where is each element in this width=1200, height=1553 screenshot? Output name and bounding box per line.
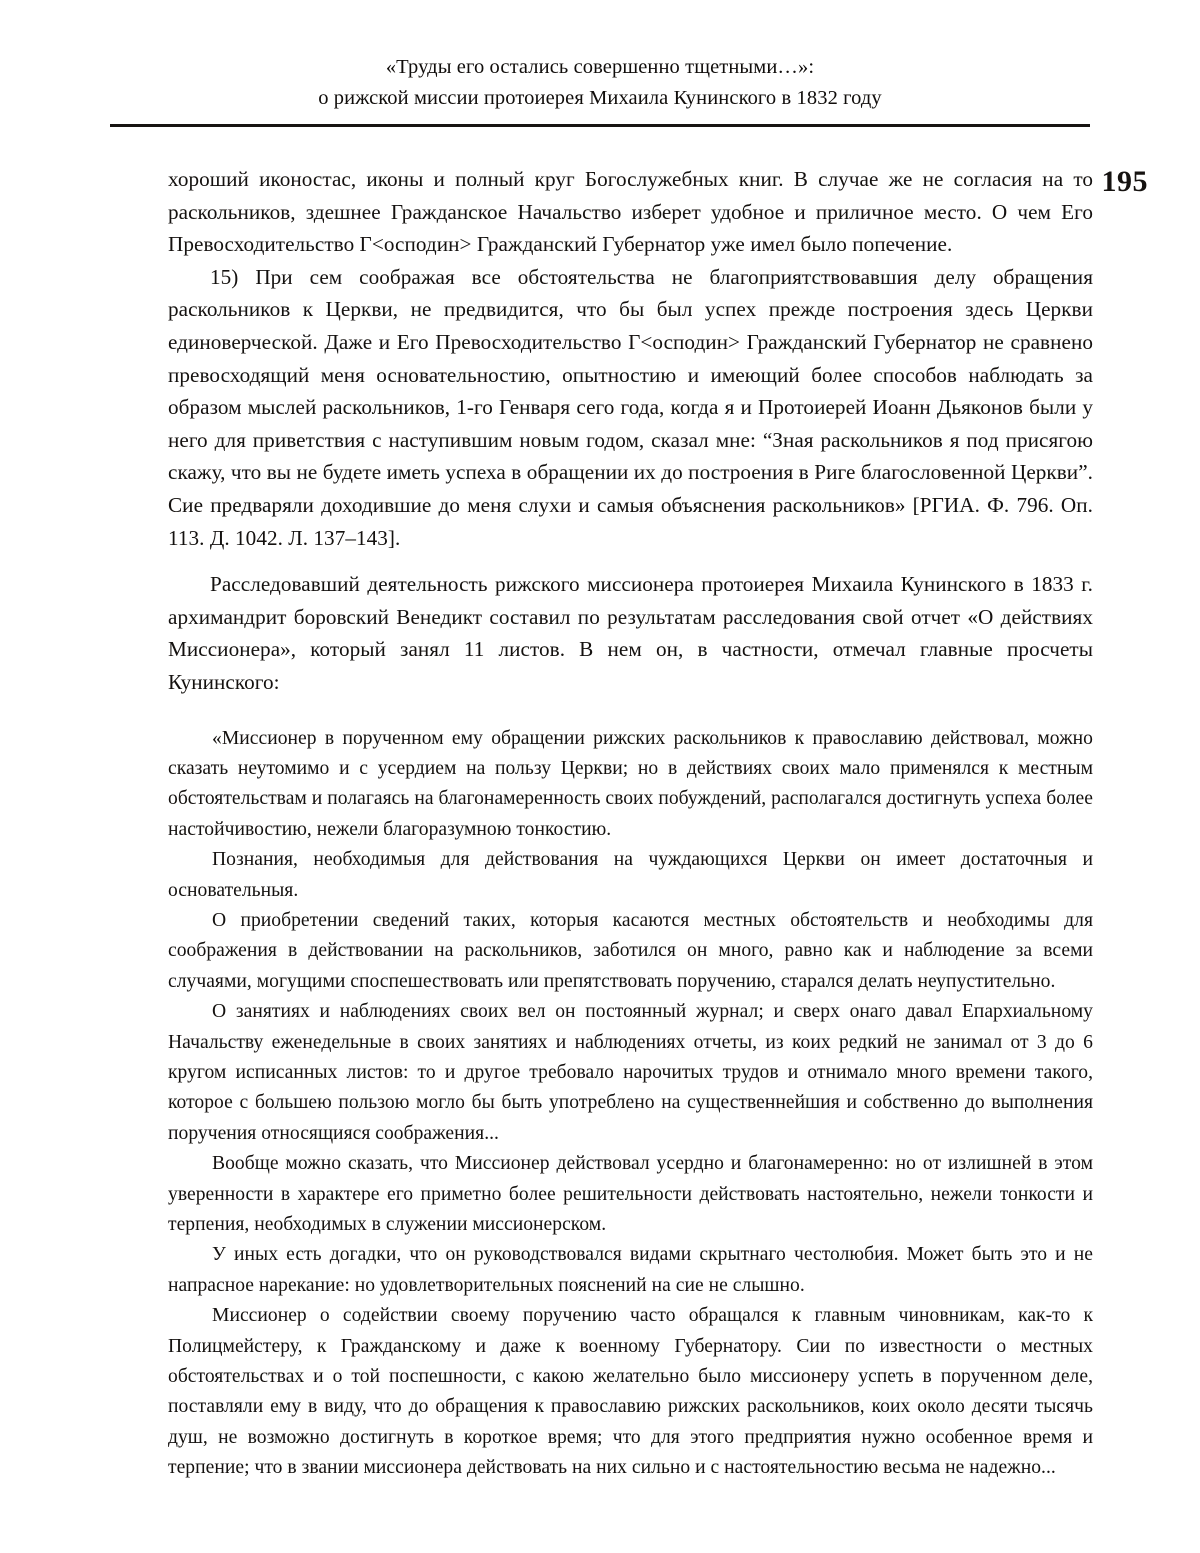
quote-paragraph-5: Вообще можно сказать, что Миссионер действовал усердно и благонамеренно: но от излишней в этом уверенности в характере его приметно более решительности действовать настоятельно, нежели тонкости и терпения, необходимых в служении миссионерском. [168, 1153, 1093, 1235]
quote-paragraph-4: О занятиях и наблюдениях своих вел он постоянный журнал; и сверх онаго давал Епархиальному Начальству еженедельные в своих занятиях и наблюдениях отчеты, из коих редкий не занимал от 3 до 6 кругом исписанных листов: то и другое требовало нарочитых трудов и отнимало много времени такого, которое с большею пользою могло бы быть употреблено на существеннейшия и собственно до выполнения поручения относящияся соображения... [168, 1001, 1093, 1144]
running-head [110, 52, 1090, 114]
quote-paragraph-6: У иных есть догадки, что он руководствовался видами скрытнаго честолюбия. Может быть это и не напрасное нарекание: но удовлетворительных пояснений на сие не слышно. [168, 1244, 1093, 1296]
running-head-line-2: о рижской миссии протоиерея Михаила Кунинского в 1832 году [318, 87, 882, 109]
page-number: 195 [1101, 165, 1148, 198]
paragraph-investigation: Расследовавший деятельность рижского миссионера протоиерея Михаила Кунинского в 1833 г. архимандрит боровский Венедикт составил по результатам расследования свой отчет «О действиях Миссионера», который занял 11 листов. В нем он, в частности, отмечал главные просчеты Кунинского: [168, 572, 1093, 694]
running-head-line-1: «Труды его остались совершенно тщетными…»: [385, 56, 815, 78]
quote-paragraph-7: Миссионер о содействии своему поручению часто обращался к главным чиновникам, как-то к Полицмейстеру, к Гражданскому и даже к военному Губернатору. Сии по известности о местных обстоятельствах и о той поспешности, с какою желательно было миссионеру успеть в порученном деле, поставляли ему в виду, что до обращения к православию рижских раскольников, коих около десяти тысячь душ, не возможно достигнуть в короткое время; что для этого предприятия нужно особенное время и терпение; что в звании миссионера действовать на них сильно и с настоятельностию весьма не надежно... [168, 1305, 1093, 1479]
quote-paragraph-2: Познания, необходимыя для действования на чуждающихся Церкви он имеет достаточныя и основательныя. [168, 849, 1093, 901]
block-quote [168, 724, 1093, 1484]
quote-paragraph-1: «Миссионер в порученном ему обращении рижских раскольников к православию действовал, можно сказать неутомимо и с усердием на пользу Церкви; но в действиях своих мало применялся к местным обстоятельствам и полагаясь на благонамеренность своих побуждений, располагался достигнуть успеха более настойчивостию, нежели благоразумною тонкостию. [168, 727, 1093, 840]
text-column [168, 163, 1093, 1484]
quote-paragraph-3: О приобретении сведений таких, которыя касаются местных обстоятельств и необходимы для соображения в действовании на раскольников, заботился он много, равно как и наблюдение за всеми случаями, могущими споспешествовать или препятствовать поручению, старался делать неупустительно. [168, 909, 1093, 992]
paragraph-continued: хороший иконостас, иконы и полный круг Богослужебных книг. В случае же не согласия на то раскольников, здешнее Гражданское Начальство изберет удобное и приличное место. О чем Его Превосходительство Г<осподин> Гражданский Губернатор уже имел было попечение. [168, 167, 1093, 257]
spacer [168, 554, 1093, 568]
header-rule [110, 124, 1090, 127]
paragraph-item-15: 15) При сем соображая все обстоятельства не благоприятствовавшия делу обращения раскольников к Церкви, не предвидится, что бы был успех прежде построения здесь Церкви единоверческой. Даже и Его Превосходительство Г<осподин> Гражданский Губернатор не сравнено превосходящий меня основательностию, опытностию и имеющий более способов наблюдать за образом мыслей раскольников, 1-го Генваря сего года, когда я и Протоиерей Иоанн Дьяконов были у него для приветствия с наступившим новым годом, сказал мне: “Зная раскольников я под присягою скажу, что вы не будете иметь успеха в обращении их до построения в Риге благословенной Церкви”. Сие предваряли доходившие до меня слухи и самыя объяснения раскольников» [РГИА. Ф. 796. Оп. 113. Д. 1042. Л. 137–143]. [168, 264, 1093, 550]
